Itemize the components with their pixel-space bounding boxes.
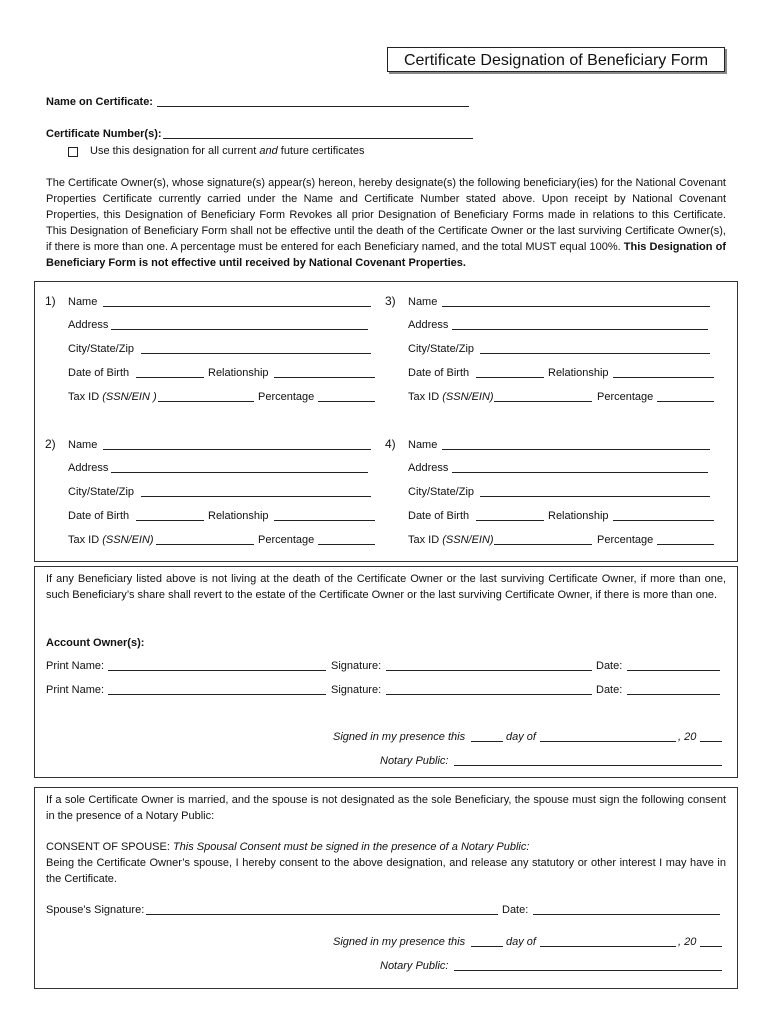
beneficiary-1-relationship-label: Relationship [208,367,269,379]
account-owners-label: Account Owner(s): [46,637,145,649]
beneficiary-1-dob-label: Date of Birth [68,367,130,379]
print-name-1-field[interactable] [108,670,326,671]
revert-paragraph: If any Beneficiary listed above is not living at the death of the Certificate Owner or the last surviving Certificate Owner, if more than one, such Beneficiary’s share shall revert to the estate of the Certificate Owner or the last surviving Certificate Owner, if there is more than one. [46,573,726,601]
beneficiary-2-percentage-label: Percentage [258,534,315,546]
signed-year-label-2: , 20 [678,936,697,948]
consent-heading: CONSENT OF SPOUSE: This Spousal Consent must be signed in the presence of a Notary Public: [46,841,530,853]
date-2-field[interactable] [627,694,720,695]
beneficiary-3-dob-field[interactable] [476,377,544,378]
spouse-signature-label: Spouse’s Signature: [46,904,145,916]
spouse-signature-field[interactable] [146,914,498,915]
beneficiary-3-taxid-label: Tax ID (SSN/EIN) [408,391,494,403]
certificate-numbers-field[interactable] [163,138,473,139]
beneficiary-3-city-field[interactable] [480,353,710,354]
beneficiary-2-number: 2) [45,437,56,451]
beneficiary-4-name-field[interactable] [442,449,710,450]
beneficiary-3-dob-label: Date of Birth [408,367,470,379]
beneficiary-3-name-label: Name [408,296,438,308]
print-name-2-label: Print Name: [46,684,105,696]
beneficiary-4-number: 4) [385,437,396,451]
spouse-paragraph: If a sole Certificate Owner is married, and the spouse is not designated as the sole Beneficiary, the spouse must sign the following consent in the presence of a Notary Public: [46,794,726,822]
name-on-certificate-field[interactable] [157,106,469,107]
future-certificates-label: Use this designation for all current and future certificates [90,145,365,157]
beneficiary-1-name-field[interactable] [103,306,371,307]
beneficiary-4-relationship-field[interactable] [613,520,714,521]
beneficiary-4-address-field[interactable] [452,472,708,473]
beneficiary-3-name-field[interactable] [442,306,710,307]
spouse-date-field[interactable] [533,914,720,915]
date-1-field[interactable] [627,670,720,671]
date-2-label: Date: [596,684,623,696]
beneficiary-4-address-label: Address [408,462,449,474]
beneficiary-1-address-label: Address [68,319,109,331]
beneficiary-2-relationship-label: Relationship [208,510,269,522]
beneficiary-2-city-label: City/State/Zip [68,486,135,498]
beneficiary-2-taxid-field[interactable] [156,544,254,545]
signed-month-field-1[interactable] [540,741,676,742]
beneficiary-1-name-label: Name [68,296,98,308]
beneficiary-3-relationship-field[interactable] [613,377,714,378]
beneficiary-1-relationship-field[interactable] [274,377,375,378]
beneficiary-1-percentage-label: Percentage [258,391,315,403]
spouse-date-label: Date: [502,904,529,916]
signature-1-label: Signature: [331,660,382,672]
consent-paragraph: Being the Certificate Owner’s spouse, I hereby consent to the above designation, and release any statutory or other interest I may have in the Certificate. [46,857,726,885]
beneficiary-2-dob-label: Date of Birth [68,510,130,522]
beneficiary-2-taxid-label: Tax ID (SSN/EIN) [68,534,154,546]
beneficiary-4-dob-label: Date of Birth [408,510,470,522]
beneficiary-3-address-label: Address [408,319,449,331]
signed-dayof-label-1: day of [506,731,536,743]
beneficiary-2-relationship-field[interactable] [274,520,375,521]
name-on-certificate-label: Name on Certificate: [46,96,153,108]
beneficiary-4-name-label: Name [408,439,438,451]
notary-public-field-2[interactable] [454,970,722,971]
beneficiary-3-taxid-field[interactable] [494,401,592,402]
signed-month-field-2[interactable] [540,946,676,947]
beneficiary-3-number: 3) [385,294,396,308]
beneficiary-4-percentage-field[interactable] [657,544,714,545]
signed-presence-label-2: Signed in my presence this [333,936,466,948]
beneficiary-1-percentage-field[interactable] [318,401,375,402]
beneficiary-2-name-field[interactable] [103,449,371,450]
beneficiary-1-dob-field[interactable] [136,377,204,378]
signature-1-field[interactable] [386,670,592,671]
signed-day-field-1[interactable] [471,741,503,742]
intro-paragraph: The Certificate Owner(s), whose signature(s) appear(s) hereon, hereby designate(s) the following beneficiary(ies) for the National Covenant Properties Certificate currently carried under the Name and Certificate Number stated above. Upon receipt by National Covenant Properties, this Designation of Beneficiary Form Revokes all prior Designation of Beneficiary Forms made in relations to this Certificate. This Designation of Beneficiary Form shall not be effective until the death of the Certificate Owner or the last surviving Certificate Owner(s), if there is more than one. A percentage must be entered for each Beneficiary named, and the total MUST equal 100%. This Designation of Beneficiary Form is not effective until received by National Covenant Properties. [46,177,726,269]
form-title: Certificate Designation of Beneficiary Form [387,47,725,72]
beneficiary-4-taxid-label: Tax ID (SSN/EIN) [408,534,494,546]
beneficiary-4-taxid-field[interactable] [494,544,592,545]
notary-public-field-1[interactable] [454,765,722,766]
signed-presence-label-1: Signed in my presence this [333,731,466,743]
beneficiary-4-dob-field[interactable] [476,520,544,521]
signed-dayof-label-2: day of [506,936,536,948]
print-name-1-label: Print Name: [46,660,105,672]
beneficiary-3-percentage-field[interactable] [657,401,714,402]
beneficiary-1-address-field[interactable] [111,329,368,330]
certificate-numbers-label: Certificate Number(s): [46,128,162,140]
beneficiary-3-relationship-label: Relationship [548,367,609,379]
beneficiary-2-dob-field[interactable] [136,520,204,521]
notary-public-label-2: Notary Public: [380,960,449,972]
beneficiary-2-percentage-field[interactable] [318,544,375,545]
beneficiary-1-taxid-field[interactable] [158,401,254,402]
beneficiary-3-percentage-label: Percentage [597,391,654,403]
beneficiary-4-percentage-label: Percentage [597,534,654,546]
future-certificates-checkbox[interactable] [68,147,78,157]
signed-year-field-2[interactable] [700,946,722,947]
beneficiary-1-taxid-label: Tax ID (SSN/EIN ) [68,391,157,403]
beneficiary-2-name-label: Name [68,439,98,451]
notary-public-label-1: Notary Public: [380,755,449,767]
beneficiary-1-number: 1) [45,294,56,308]
beneficiary-1-city-label: City/State/Zip [68,343,135,355]
beneficiary-3-city-label: City/State/Zip [408,343,475,355]
beneficiary-1-city-field[interactable] [141,353,371,354]
beneficiary-2-address-field[interactable] [111,472,368,473]
signed-day-field-2[interactable] [471,946,503,947]
signed-year-label-1: , 20 [678,731,697,743]
beneficiary-3-address-field[interactable] [452,329,708,330]
date-1-label: Date: [596,660,623,672]
beneficiary-4-city-field[interactable] [480,496,710,497]
beneficiary-4-city-label: City/State/Zip [408,486,475,498]
beneficiary-2-address-label: Address [68,462,109,474]
beneficiary-2-city-field[interactable] [141,496,371,497]
print-name-2-field[interactable] [108,694,326,695]
signed-year-field-1[interactable] [700,741,722,742]
signature-2-field[interactable] [386,694,592,695]
signature-2-label: Signature: [331,684,382,696]
beneficiary-4-relationship-label: Relationship [548,510,609,522]
